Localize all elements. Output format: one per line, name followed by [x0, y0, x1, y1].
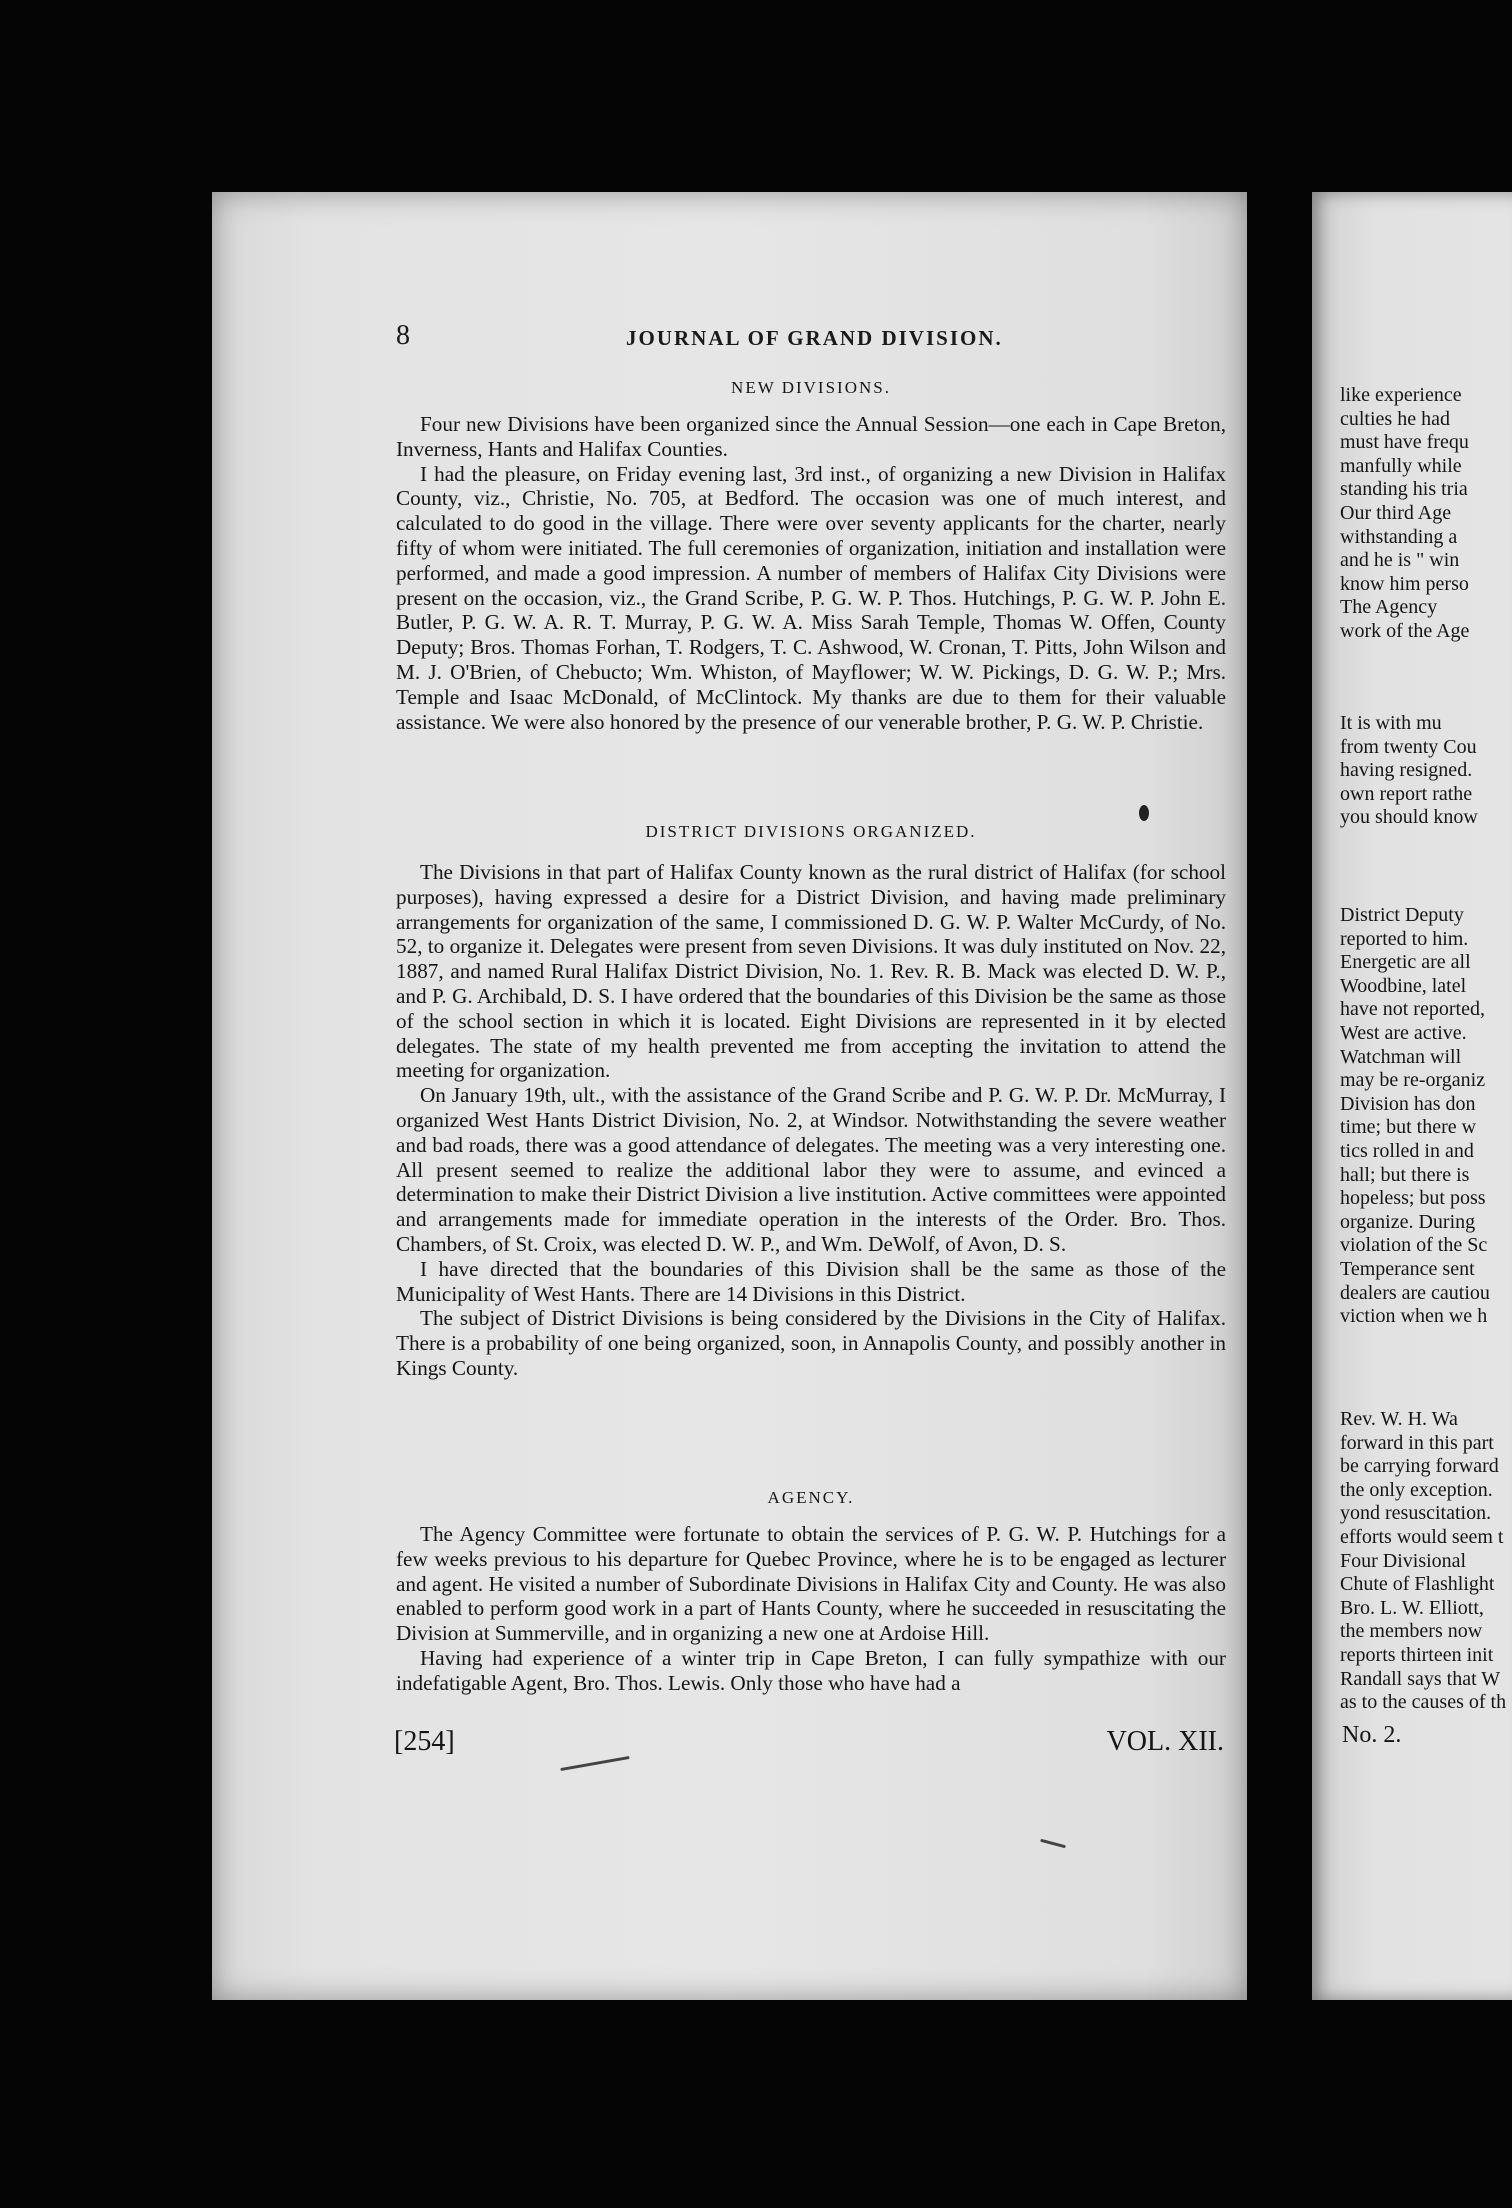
header-title: JOURNAL OF GRAND DIVISION.	[626, 326, 1003, 350]
paragraph: The Divisions in that part of Halifax County known as the rural district of Halifax (for school purposes), having expressed a desire for a District Division, and having made preliminary arrangements for organization of the same, I commissioned D. G. W. P. Walter McCurdy, of No. 52, to organize it. Delegates were present from seven Divisions. It was duly instituted on Nov. 22, 1887, and named Rural Halifax District Division, No. 1. Rev. R. B. Mack was elected D. W. P., and P. G. Archibald, D. S. I have ordered that the boundaries of this Division be the same as those of the school section in which it is located. Eight Divisions are represented in it by elected delegates. The state of my health prevented me from accepting the invitation to attend the meeting for organization.	[396, 860, 1226, 1083]
adjacent-line: organize. During	[1340, 1210, 1476, 1233]
adjacent-line: It is with mu	[1340, 712, 1442, 734]
section-new-divisions	[396, 412, 1226, 734]
adjacent-line: manfully while	[1340, 454, 1462, 477]
adjacent-line: know him perso	[1340, 572, 1469, 595]
adjacent-line: have not reported,	[1340, 998, 1485, 1021]
adjacent-line: you should know	[1340, 806, 1478, 829]
adjacent-line: yond resuscitation.	[1340, 1502, 1492, 1525]
adjacent-line: violation of the Sc	[1340, 1234, 1488, 1257]
adjacent-line: must have frequ	[1340, 431, 1469, 454]
adjacent-line: from twenty Cou	[1340, 735, 1477, 758]
adjacent-line: as to the causes of th	[1340, 1691, 1507, 1714]
adjacent-page-block-d	[1340, 1408, 1512, 1715]
adjacent-line: dealers are cautiou	[1340, 1281, 1490, 1304]
paragraph: The Agency Committee were fortunate to obtain the services of P. G. W. P. Hutchings for a few weeks previous to his departure for Quebec Province, where he is to be engaged as lecturer and agent. He visited a number of Subordinate Divisions in Halifax City and County. He was also enabled to perform good work in a part of Hants County, where he succeeded in resuscitating the Division at Summerville, and in organizing a new one at Ardoise Hill.	[396, 1522, 1226, 1646]
adjacent-line: like experience	[1340, 384, 1462, 406]
paragraph: Four new Divisions have been organized since the Annual Session—one each in Cape Breton, Inverness, Hants and Halifax Counties.	[396, 412, 1226, 461]
adjacent-line: viction when we h	[1340, 1305, 1488, 1328]
adjacent-line: forward in this part	[1340, 1431, 1494, 1454]
section-district	[396, 860, 1226, 1381]
adjacent-line: work of the Age	[1340, 619, 1470, 642]
adjacent-line: own report rathe	[1340, 782, 1473, 805]
adjacent-line: The Agency	[1340, 596, 1438, 619]
adjacent-line: efforts would seem t	[1340, 1525, 1504, 1548]
section-heading-new-divisions: NEW DIVISIONS.	[731, 378, 891, 397]
adjacent-line: Rev. W. H. Wa	[1340, 1408, 1458, 1430]
adjacent-page-block-b	[1340, 712, 1512, 830]
adjacent-line: Bro. L. W. Elliott,	[1340, 1596, 1484, 1619]
adjacent-line: the members now	[1340, 1620, 1483, 1643]
paragraph: Having had experience of a winter trip in Cape Breton, I can fully sympathize with our indefatigable Agent, Bro. Thos. Lewis. Only those who have had a	[396, 1645, 1226, 1695]
paragraph: On January 19th, ult., with the assistance of the Grand Scribe and P. G. W. P. Dr. McMurray, I organized West Hants District Division, No. 2, at Windsor. Notwithstanding the severe weather and bad roads, there was a good attendance of delegates. The meeting was a very interesting one. All present seemed to realize the additional labor they were to assume, and evinced a determination to make their District Division a live institution. Active committees were appointed and arrangements made for immediate operation in the interests of the Order. Bro. Thos. Chambers, of St. Croix, was elected D. W. P., and Wm. DeWolf, of Avon, D. S.	[396, 1083, 1226, 1256]
paragraph: The subject of District Divisions is being considered by the Divisions in the City of Halifax. There is a probability of one being organized, soon, in Annapolis County, and possibly another in Kings County.	[396, 1306, 1226, 1380]
adjacent-line: the only exception.	[1340, 1478, 1493, 1501]
adjacent-line: Energetic are all	[1340, 951, 1471, 974]
adjacent-line: reports thirteen init	[1340, 1643, 1494, 1666]
section-heading-agency: AGENCY.	[767, 1488, 855, 1507]
adjacent-line: Watchman will	[1340, 1045, 1462, 1068]
adjacent-line: hopeless; but poss	[1340, 1187, 1486, 1210]
footer-page-ref: [254]	[394, 1726, 455, 1757]
adjacent-line: withstanding a	[1340, 525, 1458, 548]
adjacent-line: may be re-organiz	[1340, 1069, 1486, 1092]
adjacent-line: Randall says that W	[1340, 1667, 1501, 1690]
adjacent-line: District Deputy	[1340, 904, 1464, 926]
adjacent-line: Four Divisional	[1340, 1549, 1467, 1572]
adjacent-line: culties he had	[1340, 407, 1450, 430]
adjacent-line: tics rolled in and	[1340, 1139, 1474, 1162]
adjacent-line: Division has don	[1340, 1092, 1476, 1115]
section-agency	[396, 1522, 1226, 1696]
adjacent-line: Chute of Flashlight	[1340, 1573, 1495, 1596]
adjacent-line: and he is " win	[1340, 549, 1460, 572]
adjacent-line: Woodbine, latel	[1340, 974, 1467, 997]
adjacent-page-block-c	[1340, 904, 1512, 1329]
adjacent-line: Our third Age	[1340, 501, 1452, 524]
adjacent-page-block-a	[1340, 384, 1512, 644]
adjacent-footer: No. 2.	[1342, 1722, 1402, 1748]
running-header	[396, 320, 1212, 360]
ink-speck	[1139, 805, 1149, 821]
footer-volume: VOL. XII.	[1106, 1726, 1224, 1757]
adjacent-line: time; but there w	[1340, 1116, 1477, 1139]
page-footer	[394, 1726, 1224, 1762]
adjacent-line: reported to him.	[1340, 927, 1469, 950]
section-heading-district: DISTRICT DIVISIONS ORGANIZED.	[645, 822, 977, 841]
paragraph: I had the pleasure, on Friday evening last, 3rd inst., of organizing a new Division in Halifax County, viz., Christie, No. 705, at Bedford. The occasion was one of much interest, and calculated to do good in the village. There were over seventy applicants for the charter, nearly fifty of whom were initiated. The full ceremonies of organization, initiation and installation were performed, and made a good impression. A number of members of Halifax City Divisions were present on the occasion, viz., the Grand Scribe, P. G. W. P. Thos. Hutchings, P. G. W. P. John E. Butler, P. G. W. A. R. T. Murray, P. G. W. A. Miss Sarah Temple, Thomas W. Offen, County Deputy; Bros. Thomas Forhan, T. Rodgers, T. C. Ashwood, W. Cronan, T. Pitts, John Wilson and M. J. O'Brien, of Chebucto; Wm. Whiston, of Mayflower; W. W. Pickings, D. G. W. P.; Mrs. Temple and Isaac McDonald, of McClintock. My thanks are due to them for their valuable assistance. We were also honored by the presence of our venerable brother, P. G. W. P. Christie.	[396, 461, 1226, 734]
page-number: 8	[396, 320, 410, 351]
adjacent-line: having resigned.	[1340, 759, 1473, 782]
adjacent-line: West are active.	[1340, 1021, 1467, 1044]
adjacent-line: Temperance sent	[1340, 1257, 1475, 1280]
adjacent-line: be carrying forward	[1340, 1455, 1499, 1478]
adjacent-line: hall; but there is	[1340, 1163, 1470, 1186]
paragraph: I have directed that the boundaries of this Division shall be the same as those of the Municipality of West Hants. There are 14 Divisions in this District.	[396, 1256, 1226, 1306]
adjacent-line: standing his tria	[1340, 478, 1468, 501]
